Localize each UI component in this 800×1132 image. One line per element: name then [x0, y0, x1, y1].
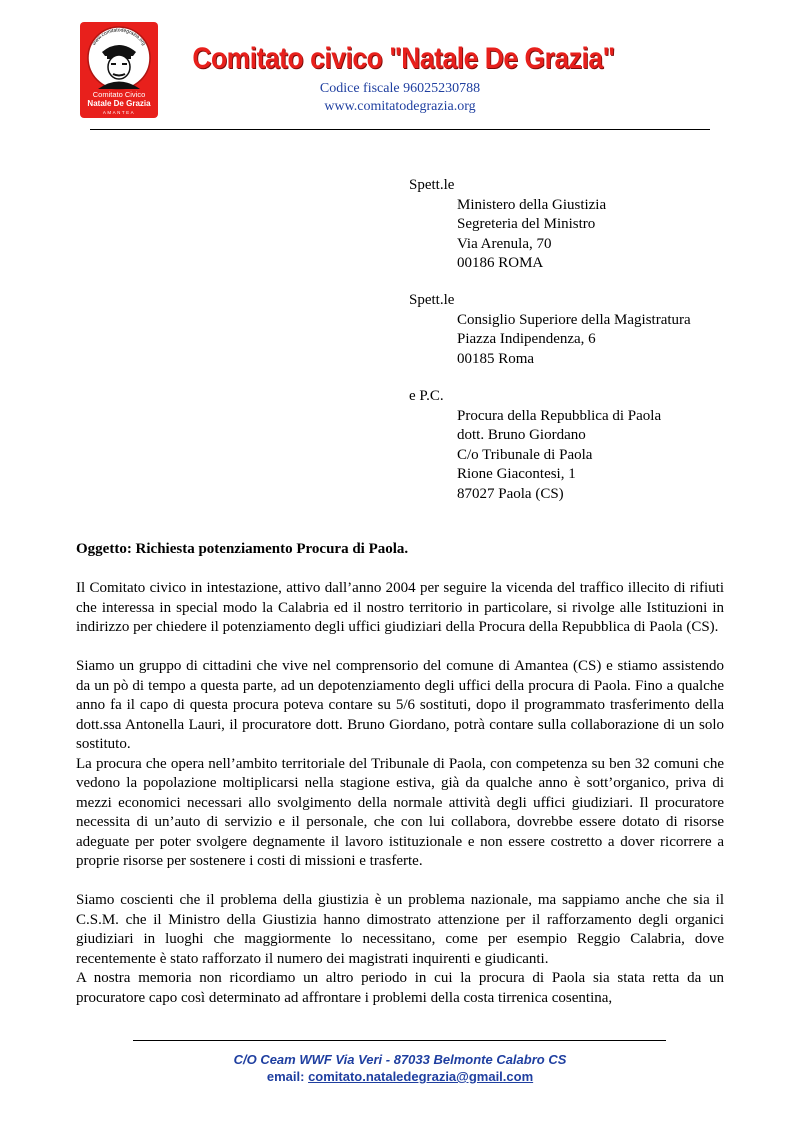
logo-line2: Natale De Grazia: [87, 99, 151, 108]
recipient-line: Rione Giacontesi, 1: [457, 466, 576, 482]
logo-arc-text: www.comitatodegrazia.org: [91, 27, 147, 47]
recipient-line: Segreteria del Ministro: [457, 216, 596, 232]
fiscal-code: Codice fiscale 96025230788: [319, 81, 481, 96]
body-paragraph: Siamo un gruppo di cittadini che vive nel comprensorio del comune di Amantea (CS) e stiamo assistendo da un pò di tempo a questa parte, ad un depotenziamento degli uffici della procura di Paola. Fino a qualche anno fa il capo di questa procura poteva contare su 5/6 sostituti, dopo il programmato trasferimento della dott.ssa Antonella Lauri, il procuratore dott. Bruno Giordano, potrà contare sulla collaborazione di un solo sostituto.: [76, 658, 724, 752]
logo-line1: Comitato Civico: [92, 90, 146, 99]
recipient-block-ministry: [409, 176, 739, 276]
recipient-block-csm: [409, 291, 739, 371]
email-label: email:: [266, 1069, 305, 1084]
recipient-line: Consiglio Superiore della Magistratura: [457, 311, 691, 328]
body-paragraph: La procura che opera nell’ambito territoriale del Tribunale di Paola, con competenza su ben 32 comuni che vedono la popolazione moltiplicarsi nella stagione estiva, già da qualche anno è sott’organico, priva di mezzi economici necessari allo svolgimento della normale attività degli uffici giudiziari. Il procuratore necessita di un’auto di servizio e il personale, che con lui collabora, dovrebbe essere dotato di risorse adeguate per poter svolgere degnamente il lavoro istituzionale e non essere costretto a dover ricorrere a proprie risorse per sostenere i costi di missioni e trasferte.: [76, 755, 724, 869]
recipient-line: C/o Tribunale di Paola: [457, 446, 593, 463]
recipient-line: Piazza Indipendenza, 6: [457, 331, 596, 347]
recipient-label: Spett.le: [409, 292, 455, 308]
organization-name: Comitato civico "Natale De Grazia": [192, 42, 615, 75]
recipient-line: Procura della Repubblica di Paola: [457, 407, 662, 424]
body-paragraph: Siamo coscienti che il problema della giustizia è un problema nazionale, ma sappiamo anche che sia il C.S.M. che il Ministro della Giustizia hanno dimostrato attenzione per il rafforzamento degli organici giudiziari in luoghi che maggiormente lo necessitano, come per esempio Reggio Calabria, dove recentemente è stato rafforzato il numero dei magistrati inquirenti e giudicanti.: [76, 892, 724, 967]
recipient-block-procura: [409, 387, 739, 507]
email-link[interactable]: comitato.nataledegrazia@gmail.com: [308, 1069, 534, 1084]
footer-email-line: [0, 1069, 800, 1084]
recipient-line: dott. Bruno Giordano: [457, 427, 586, 443]
letter-subject: Oggetto: Richiesta potenziamento Procura di Paola.: [76, 541, 409, 557]
recipient-line: 87027 Paola (CS): [457, 485, 564, 502]
website-link[interactable]: www.comitatodegrazia.org: [324, 99, 476, 114]
recipient-line: 00185 Roma: [457, 350, 535, 367]
letter-body: [76, 579, 724, 1008]
header-divider: [90, 129, 710, 130]
recipient-line: Ministero della Giustizia: [457, 196, 607, 213]
recipient-label: Spett.le: [409, 177, 455, 193]
logo-line3: AMANTEA: [102, 110, 136, 115]
footer-divider: [133, 1040, 666, 1041]
recipient-label: e P.C.: [409, 388, 444, 404]
body-paragraph: A nostra memoria non ricordiamo un altro periodo in cui la procura di Paola sia stata retta da un procuratore capo così determinato ad affrontare i problemi della costa tirrenica cosentina,: [76, 970, 724, 1006]
recipient-line: Via Arenula, 70: [457, 235, 552, 252]
footer-address: C/O Ceam WWF Via Veri - 87033 Belmonte Calabro CS: [233, 1052, 567, 1067]
body-paragraph: Il Comitato civico in intestazione, attivo dall’anno 2004 per seguire la vicenda del traffico illecito di rifiuti che interessa in special modo la Calabria ed il nostro territorio in particolare, si rivolge alle Istituzioni in indirizzo per chiedere il potenziamento degli uffici giudiziari della Procura della Repubblica di Paola (CS).: [76, 580, 724, 635]
recipient-line: 00186 ROMA: [457, 255, 544, 271]
